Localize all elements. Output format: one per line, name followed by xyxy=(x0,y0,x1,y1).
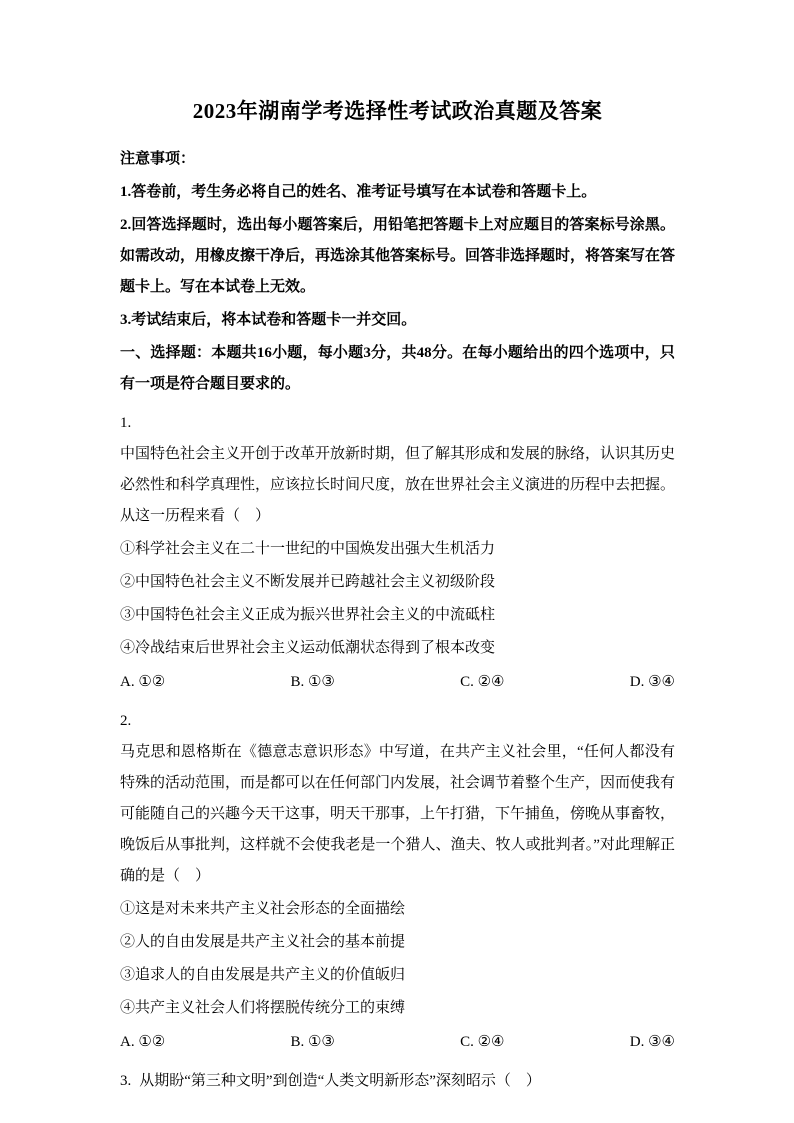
question-3 xyxy=(120,1066,675,1097)
notice-item-2: 2.回答选择题时，选出每小题答案后，用铅笔把答题卡上对应题目的答案标号涂黑。如需改动，用橡皮擦干净后，再选涂其他答案标号。回答非选择题时，将答案写在答题卡上。写在本试卷上无效。 xyxy=(120,217,676,295)
question-1-choice-b: B. ①③ xyxy=(290,674,335,690)
question-1-statement-3: ③中国特色社会主义正成为振兴世界社会主义的中流砥柱 xyxy=(120,607,496,623)
question-1-choice-a: A. ①② xyxy=(120,674,166,690)
notice-item-1: 1.答卷前，考生务必将自己的姓名、准考证号填写在本试卷和答题卡上。 xyxy=(120,184,597,200)
notice-item-3: 3.考试结束后，将本试卷和答题卡一并交回。 xyxy=(120,312,417,328)
question-2-choice-a: A. ①② xyxy=(120,1034,166,1050)
question-2-choice-d: D. ③④ xyxy=(629,1034,675,1050)
question-1 xyxy=(120,408,675,698)
question-1-statement-2: ②中国特色社会主义不断发展并已跨越社会主义初级阶段 xyxy=(120,574,496,590)
section-header: 一、选择题：本题共16小题，每小题3分，共48分。在每小题给出的四个选项中，只有一项是符合题目要求的。 xyxy=(120,345,675,392)
question-1-stem: 中国特色社会主义开创于改革开放新时期，但了解其形成和发展的脉络，认识其历史必然性和科学真理性，应该拉长时间尺度，放在世界社会主义演进的历程中去把握。从这一历程来看（ ） xyxy=(120,446,676,524)
question-2-statement-4: ④共产主义社会人们将摆脱传统分工的束缚 xyxy=(120,1000,406,1016)
question-1-number: 1. xyxy=(120,415,132,431)
notice-header: 注意事项： xyxy=(120,151,196,167)
question-2-answer-choices xyxy=(120,1027,675,1058)
question-2-statement-3: ③追求人的自由发展是共产主义的价值皈归 xyxy=(120,967,406,983)
question-1-statement-1: ①科学社会主义在二十一世纪的中国焕发出强大生机活力 xyxy=(120,541,496,557)
question-1-answer-choices xyxy=(120,667,675,698)
question-1-choice-d: D. ③④ xyxy=(629,674,675,690)
question-2-stem: 马克思和恩格斯在《德意志意识形态》中写道，在共产主义社会里，“任何人都没有特殊的活动范围，而是都可以在任何部门内发展，社会调节着整个生产，因而使我有可能随自己的兴趣今天干这事，明天干那事，上午打猎，下午捕鱼，傍晚从事畜牧，晚饭后从事批判，这样就不会使我老是一个猎人、渔夫、牧人或批判者。”对此理解正确的是（ ） xyxy=(120,744,676,884)
document-title: 2023年湖南学考选择性考试政治真题及答案 xyxy=(192,99,603,123)
question-1-choice-c: C. ②④ xyxy=(460,674,505,690)
question-2-choice-c: C. ②④ xyxy=(460,1034,505,1050)
question-2-number: 2. xyxy=(120,713,132,729)
question-1-statement-4: ④冷战结束后世界社会主义运动低潮状态得到了根本改变 xyxy=(120,640,496,656)
question-3-number: 3. xyxy=(120,1073,132,1089)
question-2-choice-b: B. ①③ xyxy=(290,1034,335,1050)
question-2-statement-1: ①这是对未来共产主义社会形态的全面描绘 xyxy=(120,901,406,917)
question-3-stem: 从期盼“第三种文明”到创造“人类文明新形态”深刻昭示（ ） xyxy=(139,1073,541,1089)
question-2 xyxy=(120,706,675,1058)
question-2-statement-2: ②人的自由发展是共产主义社会的基本前提 xyxy=(120,934,406,950)
